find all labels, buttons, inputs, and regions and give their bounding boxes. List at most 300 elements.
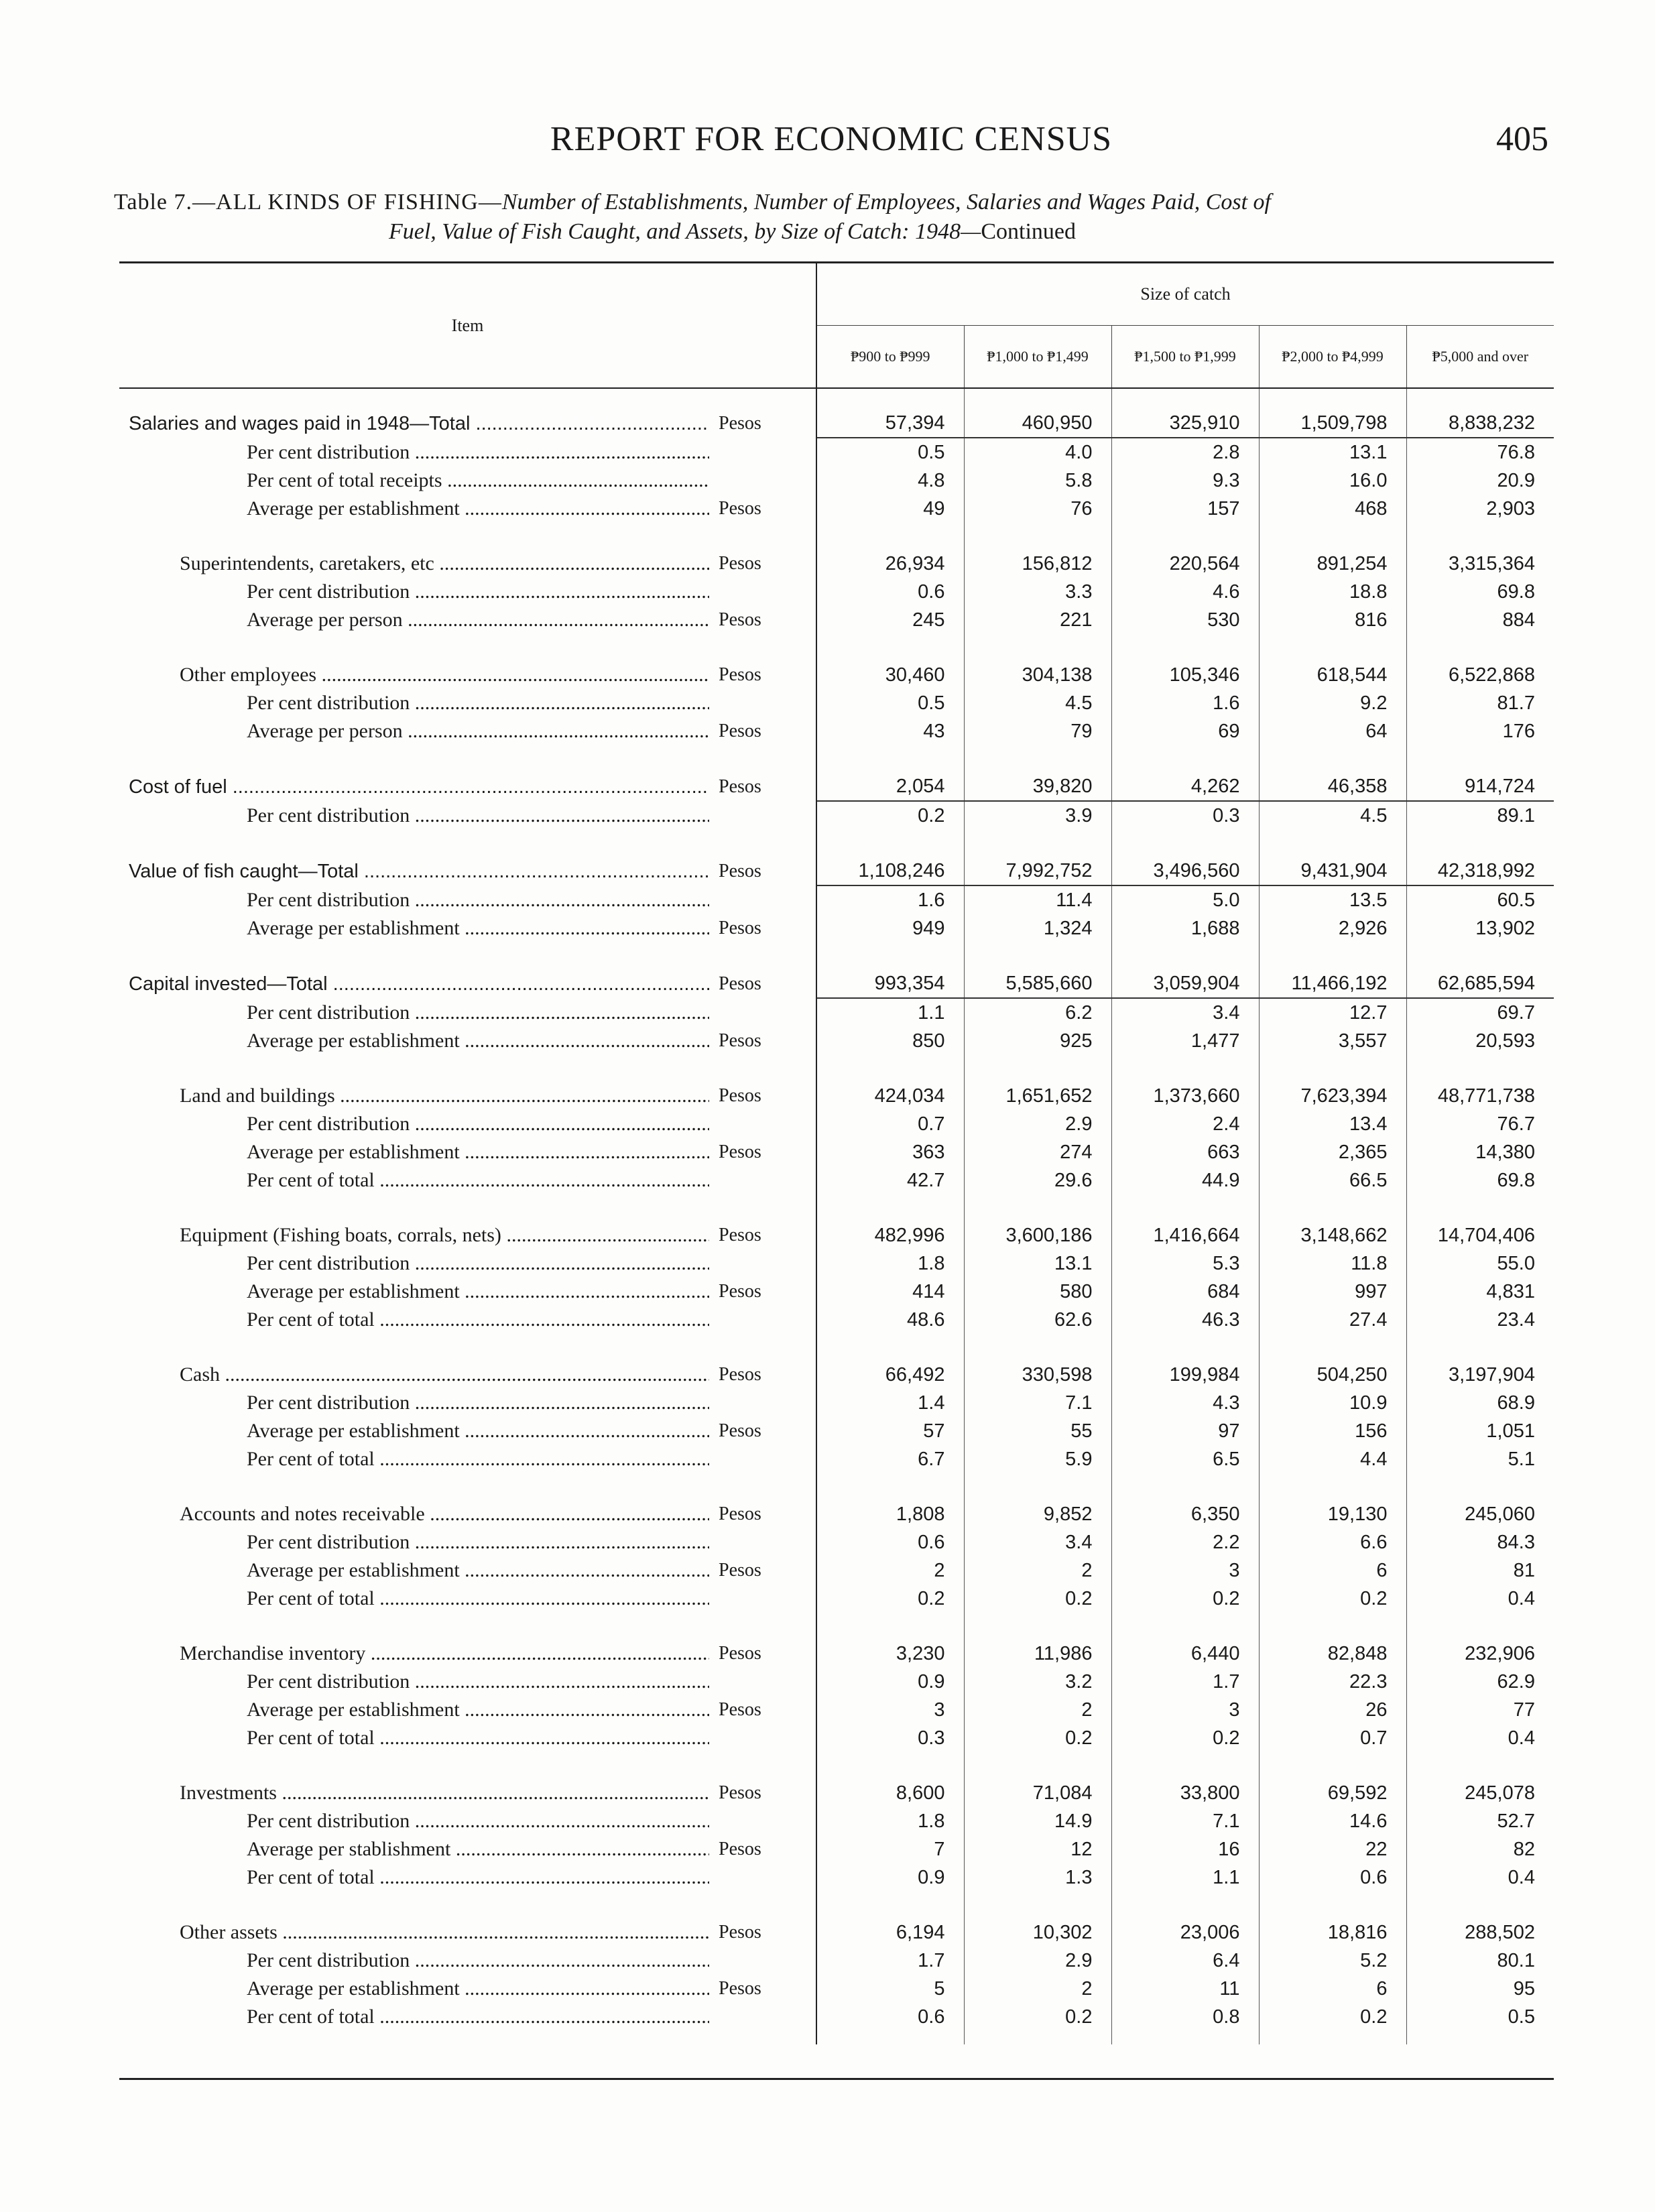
table-cell: 325,910 (1111, 409, 1259, 438)
table-row (119, 998, 1554, 1027)
leader-dots (460, 917, 709, 939)
row-label-cell (119, 1724, 709, 1752)
table-cell: 0.4 (1508, 1867, 1535, 1888)
table-row (119, 1082, 1554, 1110)
row-label-cell (119, 857, 709, 885)
leader-dots (316, 664, 709, 686)
row-unit (709, 1306, 816, 1334)
spacer-cell (1406, 388, 1554, 409)
table-cell: 1.8 (816, 1807, 964, 1835)
row-unit: Pesos (709, 495, 816, 523)
table-cell: 12 (964, 1835, 1111, 1863)
table-cell: 3.2 (964, 1668, 1111, 1696)
spacer-cell (1111, 1334, 1259, 1361)
row-spacer (119, 1055, 1554, 1082)
spacer-cell (1259, 634, 1406, 661)
spacer-cell (1111, 1752, 1259, 1779)
table-row (119, 1278, 1554, 1306)
table-cell: 2.2 (1111, 1528, 1259, 1556)
spacer-cell (119, 1892, 709, 1918)
spacer-cell (1406, 1613, 1554, 1640)
row-label-cell (119, 969, 709, 998)
table-cell: 274 (964, 1138, 1111, 1166)
table-body (119, 388, 1554, 2044)
row-label: Per cent distribution (247, 1001, 410, 1024)
table-cell: 580 (964, 1278, 1111, 1306)
spacer-cell (816, 830, 964, 857)
row-label: Per cent distribution (247, 1252, 410, 1274)
spacer-cell (1259, 523, 1406, 550)
row-label-cell (119, 1975, 709, 2003)
table-cell: 20.9 (1497, 470, 1535, 491)
table-row (119, 1975, 1554, 2003)
spacer-cell (119, 942, 709, 969)
leader-dots (460, 497, 709, 519)
leader-dots (410, 441, 709, 463)
row-label: Average per establishment (247, 917, 460, 939)
row-label: Land and buildings (180, 1085, 335, 1107)
spacer-cell (119, 388, 709, 409)
table-row (119, 969, 1554, 998)
row-label-cell (119, 1918, 709, 1947)
table-cell: 64 (1259, 717, 1406, 745)
leader-dots (460, 1977, 709, 2000)
caption-text-line2: Fuel, Value of Fish Caught, and Assets, by Size of Catch: 1948— (389, 219, 981, 244)
spacer-cell (1406, 1334, 1554, 1361)
spacer-cell (1111, 1194, 1259, 1221)
row-label-cell (119, 1389, 709, 1417)
spacer-cell (709, 1194, 816, 1221)
row-unit: Pesos (709, 1975, 816, 2003)
row-unit: Pesos (709, 1556, 816, 1585)
table-cell: 13.5 (1259, 885, 1406, 914)
table-cell: 0.6 (816, 578, 964, 606)
spacer-cell (1111, 1055, 1259, 1082)
table-row (119, 1445, 1554, 1473)
table-cell: 0.3 (1111, 801, 1259, 830)
table-cell: 850 (816, 1027, 964, 1055)
row-unit (709, 1249, 816, 1278)
row-unit (709, 801, 816, 830)
row-label: Average per establishment (247, 1030, 460, 1052)
leader-dots (410, 580, 709, 603)
row-label: Per cent distribution (247, 1670, 410, 1693)
spacer-cell (816, 388, 964, 409)
table-cell: 0.7 (1259, 1724, 1406, 1752)
row-label: Cost of fuel (129, 776, 227, 798)
leader-dots (375, 1866, 709, 1888)
table-row (119, 1500, 1554, 1528)
table-cell: 1.8 (816, 1249, 964, 1278)
row-unit: Pesos (709, 717, 816, 745)
row-unit: Pesos (709, 1500, 816, 1528)
table-cell: 6,350 (1111, 1500, 1259, 1528)
spacer-cell (1406, 523, 1554, 550)
row-label-cell (119, 1863, 709, 1892)
leader-dots (460, 1699, 709, 1721)
table-row (119, 1417, 1554, 1445)
table-cell: 76.8 (1497, 442, 1535, 463)
row-unit (709, 1445, 816, 1473)
table-cell: 468 (1259, 495, 1406, 523)
spacer-cell (119, 1194, 709, 1221)
row-unit: Pesos (709, 1417, 816, 1445)
table-cell: 76.7 (1497, 1113, 1535, 1135)
row-label: Salaries and wages paid in 1948—Total (129, 412, 471, 434)
table-cell: 1,651,652 (964, 1082, 1111, 1110)
table-cell: 3,496,560 (1111, 857, 1259, 885)
leader-dots (328, 973, 709, 995)
table-cell: 69.8 (1497, 1170, 1535, 1191)
row-label: Value of fish caught—Total (129, 860, 359, 882)
leader-dots (375, 2006, 709, 2028)
leader-dots (460, 1559, 709, 1581)
leader-dots (425, 1503, 709, 1525)
table-cell: 3,315,364 (1448, 553, 1535, 574)
table-cell: 288,502 (1465, 1922, 1535, 1943)
table-cell: 14,380 (1475, 1142, 1535, 1163)
spacer-cell (119, 1613, 709, 1640)
leader-dots (410, 889, 709, 911)
spacer-cell (1111, 745, 1259, 772)
table-cell: 2.4 (1111, 1110, 1259, 1138)
table-cell: 9.2 (1259, 689, 1406, 717)
table-cell: 0.2 (964, 2003, 1111, 2031)
table-cell: 76 (964, 495, 1111, 523)
row-unit: Pesos (709, 1138, 816, 1166)
row-label-cell (119, 885, 709, 914)
table-cell: 245,060 (1465, 1503, 1535, 1525)
spacer-cell (1259, 388, 1406, 409)
spacer-cell (816, 1892, 964, 1918)
leader-dots (410, 1001, 709, 1024)
table-cell: 23,006 (1111, 1918, 1259, 1947)
row-unit (709, 1947, 816, 1975)
row-label: Per cent distribution (247, 692, 410, 714)
table-cell: 26,934 (816, 550, 964, 578)
row-unit: Pesos (709, 1640, 816, 1668)
table-cell: 176 (1502, 721, 1535, 742)
table-row (119, 1138, 1554, 1166)
row-label: Per cent distribution (247, 888, 410, 911)
table-cell: 949 (816, 914, 964, 942)
spacer-cell (964, 942, 1111, 969)
spacer-cell (816, 1613, 964, 1640)
table-cell: 199,984 (1111, 1361, 1259, 1389)
row-label: Capital invested—Total (129, 973, 328, 995)
row-label: Per cent distribution (247, 440, 410, 463)
table-row (119, 857, 1554, 885)
table-cell: 5.0 (1111, 885, 1259, 914)
table-cell: 663 (1111, 1138, 1259, 1166)
row-unit (709, 885, 816, 914)
spacer-cell (709, 2031, 816, 2044)
row-unit (709, 1110, 816, 1138)
row-label: Per cent distribution (247, 804, 410, 826)
spacer-cell (1111, 2031, 1259, 2044)
table-row (119, 1027, 1554, 1055)
spacer-cell (709, 1055, 816, 1082)
spacer-cell (1111, 1473, 1259, 1500)
row-label: Average per establishment (247, 1699, 460, 1721)
table-cell: 44.9 (1111, 1166, 1259, 1194)
row-label-cell (119, 1306, 709, 1334)
row-unit (709, 578, 816, 606)
row-spacer (119, 830, 1554, 857)
spacer-cell (816, 634, 964, 661)
table-row (119, 1668, 1554, 1696)
row-label-cell (119, 772, 709, 801)
table-cell: 62.6 (964, 1306, 1111, 1334)
table-cell: 69.7 (1497, 1002, 1535, 1024)
row-label: Other assets (180, 1921, 278, 1943)
row-label-cell (119, 1668, 709, 1696)
table-cell: 11,986 (964, 1640, 1111, 1668)
table-cell: 3,600,186 (964, 1221, 1111, 1249)
table-cell: 6,522,868 (1448, 664, 1535, 686)
table-cell: 1,416,664 (1111, 1221, 1259, 1249)
spacer-cell (1111, 634, 1259, 661)
table-cell: 1.4 (816, 1389, 964, 1417)
table-row (119, 1724, 1554, 1752)
table-cell: 2,903 (1486, 498, 1535, 519)
spacer-cell (1259, 745, 1406, 772)
row-unit: Pesos (709, 1221, 816, 1249)
table-cell: 8,838,232 (1406, 409, 1554, 438)
row-unit: Pesos (709, 1027, 816, 1055)
row-spacer (119, 2031, 1554, 2044)
row-label-cell (119, 606, 709, 634)
spacer-cell (119, 634, 709, 661)
row-label-cell (119, 578, 709, 606)
table-cell: 504,250 (1259, 1361, 1406, 1389)
table-cell: 26 (1259, 1696, 1406, 1724)
page-number: 405 (1496, 120, 1548, 158)
table-cell: 0.2 (1111, 1585, 1259, 1613)
spacer-cell (964, 1752, 1111, 1779)
table-caption (114, 188, 1548, 247)
row-label-cell (119, 495, 709, 523)
row-label-cell (119, 1835, 709, 1863)
row-label-cell (119, 467, 709, 495)
spacer-cell (816, 1752, 964, 1779)
table-cell: 1.6 (816, 885, 964, 914)
row-unit: Pesos (709, 550, 816, 578)
table-cell: 684 (1111, 1278, 1259, 1306)
table-cell: 5.3 (1111, 1249, 1259, 1278)
spacer-cell (709, 634, 816, 661)
leader-dots (220, 1363, 709, 1386)
row-label: Average per establishment (247, 1141, 460, 1163)
bottom-rule (119, 2078, 1554, 2080)
row-spacer (119, 1194, 1554, 1221)
table-cell: 221 (964, 606, 1111, 634)
row-unit: Pesos (709, 1779, 816, 1807)
table-row (119, 1528, 1554, 1556)
row-unit (709, 1389, 816, 1417)
row-spacer (119, 634, 1554, 661)
row-label-cell (119, 661, 709, 689)
table-cell: 0.6 (816, 2003, 964, 2031)
row-label: Per cent of total (247, 1727, 375, 1749)
table-cell: 69 (1111, 717, 1259, 745)
spacer-cell (1111, 1613, 1259, 1640)
spacer-cell (964, 1194, 1111, 1221)
table-cell: 4.8 (816, 467, 964, 495)
row-label: Average per establishment (247, 1559, 460, 1581)
table-cell: 95 (1513, 1978, 1535, 2000)
table-cell: 69,592 (1259, 1779, 1406, 1807)
spacer-cell (1259, 1752, 1406, 1779)
spacer-cell (816, 745, 964, 772)
spacer-cell (1406, 745, 1554, 772)
table-cell: 11,466,192 (1259, 969, 1406, 998)
spacer-cell (816, 1055, 964, 1082)
table-cell: 39,820 (964, 772, 1111, 801)
spacer-cell (1406, 1892, 1554, 1918)
spacer-cell (964, 2031, 1111, 2044)
table-cell: 0.2 (1259, 1585, 1406, 1613)
table-cell: 2.9 (964, 1110, 1111, 1138)
table-cell: 14,704,406 (1437, 1225, 1535, 1246)
row-label-cell (119, 1082, 709, 1110)
running-title: REPORT FOR ECONOMIC CENSUS (550, 120, 1113, 158)
table-row (119, 578, 1554, 606)
table-row (119, 1249, 1554, 1278)
spacer-cell (964, 1334, 1111, 1361)
table-cell: 7,992,752 (964, 857, 1111, 885)
table-cell: 1.7 (816, 1947, 964, 1975)
row-label-cell (119, 438, 709, 467)
row-unit: Pesos (709, 409, 816, 438)
table-cell: 330,598 (964, 1361, 1111, 1389)
table-cell: 5.2 (1259, 1947, 1406, 1975)
table-row (119, 1221, 1554, 1249)
table-cell: 0.6 (816, 1528, 964, 1556)
table-cell: 3.4 (1111, 998, 1259, 1027)
spacer-cell (964, 634, 1111, 661)
spacer-cell (964, 1892, 1111, 1918)
table-cell: 925 (964, 1027, 1111, 1055)
leader-dots (410, 804, 709, 826)
table-cell: 414 (816, 1278, 964, 1306)
table-cell: 0.2 (1111, 1724, 1259, 1752)
spacer-cell (119, 1334, 709, 1361)
row-spacer (119, 942, 1554, 969)
row-unit: Pesos (709, 969, 816, 998)
row-label: Other employees (180, 664, 317, 686)
table-cell: 3 (816, 1696, 964, 1724)
table-cell: 62,685,594 (1406, 969, 1554, 998)
table-row (119, 689, 1554, 717)
leader-dots (501, 1224, 709, 1246)
row-label: Average per stablishment (247, 1838, 451, 1860)
spacer-cell (1259, 1473, 1406, 1500)
table-cell: 5.8 (964, 467, 1111, 495)
row-label-cell (119, 1249, 709, 1278)
table-cell: 10,302 (964, 1918, 1111, 1947)
table-cell: 14.9 (964, 1807, 1111, 1835)
table-row (119, 1807, 1554, 1835)
table-cell: 9.3 (1111, 467, 1259, 495)
row-label: Superintendents, caretakers, etc (180, 552, 434, 574)
table-cell: 3,197,904 (1448, 1364, 1535, 1386)
table-cell: 245,078 (1465, 1782, 1535, 1804)
table-cell: 3.4 (964, 1528, 1111, 1556)
table-cell: 12.7 (1259, 998, 1406, 1027)
row-label-cell (119, 1445, 709, 1473)
row-label: Per cent of total (247, 1308, 375, 1331)
row-label: Average per establishment (247, 1280, 460, 1302)
row-label: Per cent of total (247, 1587, 375, 1609)
item-column-header: Item (119, 263, 816, 389)
table-cell: 6.6 (1259, 1528, 1406, 1556)
table-cell: 52.7 (1497, 1810, 1535, 1832)
table-cell: 5,585,660 (964, 969, 1111, 998)
row-label-cell (119, 1166, 709, 1194)
column-header: ₱1,000 to ₱1,499 (964, 326, 1111, 389)
table-cell: 156,812 (964, 550, 1111, 578)
caption-label: Table 7.—ALL KINDS OF FISHING— (114, 190, 502, 214)
row-unit: Pesos (709, 606, 816, 634)
row-spacer (119, 1892, 1554, 1918)
table-cell: 6 (1259, 1975, 1406, 2003)
row-label-cell (119, 1500, 709, 1528)
table-cell: 8,600 (816, 1779, 964, 1807)
table-cell: 618,544 (1259, 661, 1406, 689)
spacer-cell (964, 1055, 1111, 1082)
row-label: Equipment (Fishing boats, corrals, nets) (180, 1224, 501, 1246)
table-cell: 14.6 (1259, 1807, 1406, 1835)
table-cell: 1,477 (1111, 1027, 1259, 1055)
table-row (119, 1361, 1554, 1389)
table-row (119, 1696, 1554, 1724)
table-cell: 2.8 (1111, 438, 1259, 467)
table-row (119, 1947, 1554, 1975)
spacer-cell (709, 523, 816, 550)
table-cell: 0.2 (816, 801, 964, 830)
spacer-cell (709, 1892, 816, 1918)
spacer-cell (709, 830, 816, 857)
table-cell: 157 (1111, 495, 1259, 523)
page-header (114, 119, 1548, 173)
row-label-cell (119, 1278, 709, 1306)
leader-dots (403, 609, 709, 631)
caption-text-line1: Number of Establishments, Number of Employees, Salaries and Wages Paid, Cost of (501, 190, 1271, 214)
leader-dots (375, 1448, 709, 1470)
row-label-cell (119, 998, 709, 1027)
table-cell: 0.5 (1508, 2006, 1535, 2028)
spacer-cell (709, 1752, 816, 1779)
row-label-cell (119, 550, 709, 578)
table-row (119, 1835, 1554, 1863)
spacer-cell (1259, 1613, 1406, 1640)
table-row (119, 1110, 1554, 1138)
table-cell: 80.1 (1497, 1950, 1535, 1971)
row-label: Per cent of total receipts (247, 469, 442, 491)
row-label: Average per establishment (247, 1977, 460, 2000)
spacer-cell (119, 2031, 709, 2044)
table-cell: 232,906 (1465, 1643, 1535, 1664)
table-row (119, 1640, 1554, 1668)
table-cell: 6,440 (1111, 1640, 1259, 1668)
table-cell: 2 (964, 1696, 1111, 1724)
spacer-cell (1111, 830, 1259, 857)
table-row (119, 1863, 1554, 1892)
row-spacer (119, 1752, 1554, 1779)
table-row (119, 2003, 1554, 2031)
spacer-cell (1259, 1055, 1406, 1082)
